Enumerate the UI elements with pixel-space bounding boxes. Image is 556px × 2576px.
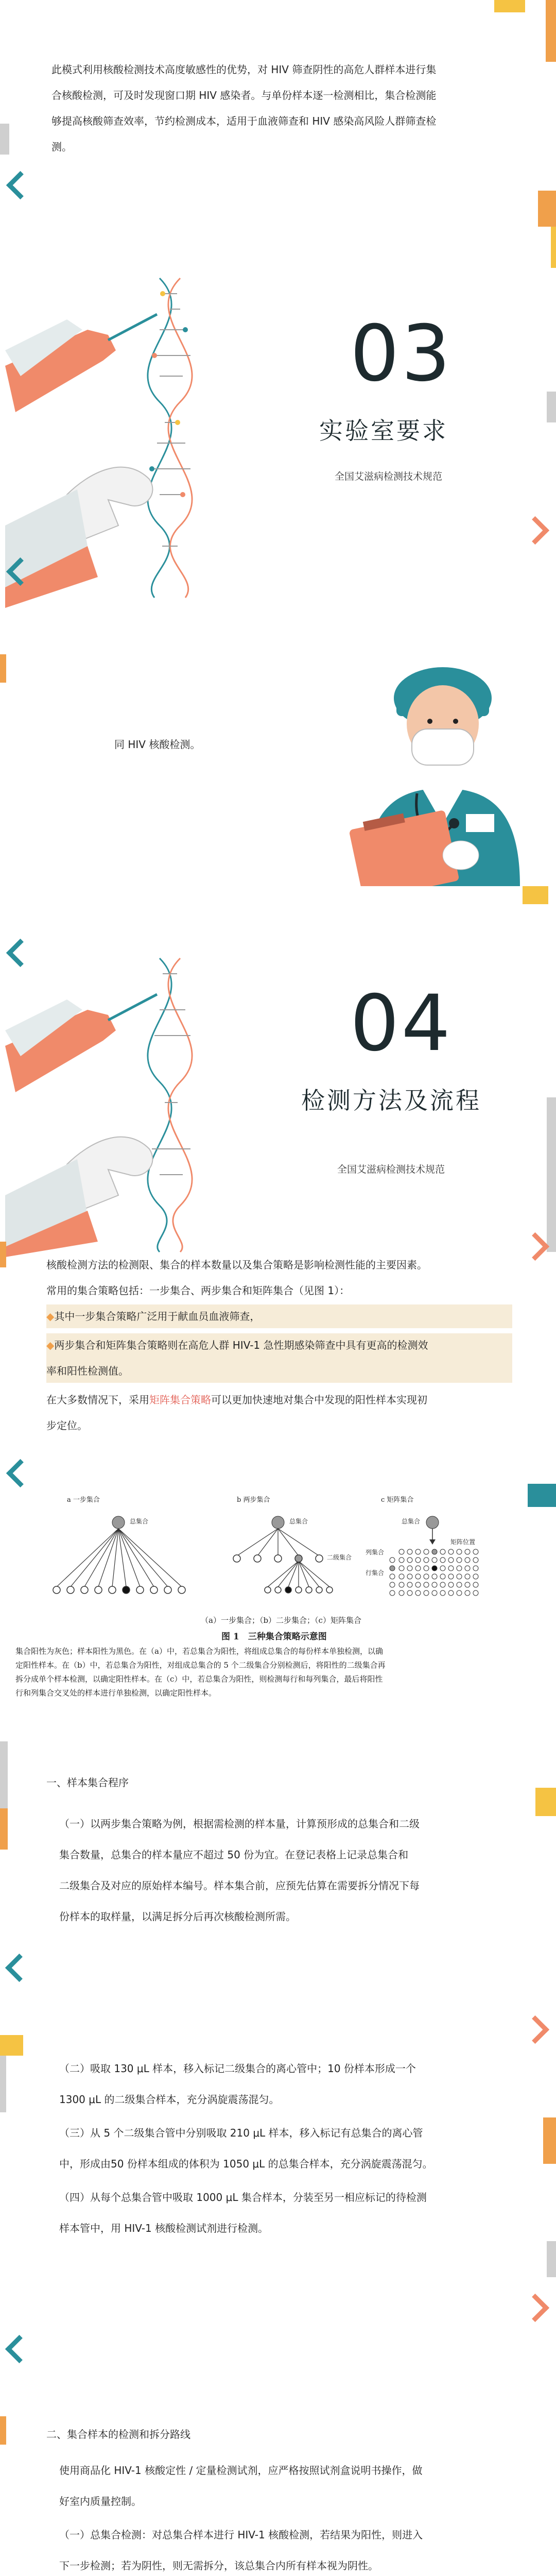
procedure-text: 份样本的取样量，以满足拆分后再次核酸检测所需。: [59, 1910, 296, 1923]
deco-top-yellow: [494, 0, 525, 12]
procedure-text: 中，形成由50 份样本组成的体积为 1050 μL 的总集合样本，充分涡旋震荡混匀。: [59, 2158, 433, 2170]
method-text: 核酸检测方法的检测限、集合的样本数量以及集合策略是影响检测性能的主要因素。: [46, 1259, 427, 1271]
pooling-diagram: [46, 1504, 525, 1607]
fig-note: 定阳性样本。在（b）中，若总集合为阳性，对组成总集合的 5 个二级集合分别检测后，将阳性的二级集合再: [15, 1660, 386, 1670]
deco-left-orange: [0, 2416, 6, 2445]
chevron-icon: [5, 1954, 33, 1982]
section-subtitle: 全国艾滋病检测技术规范: [335, 471, 443, 482]
procedure-text: 二级集合及对应的原始样本编号。样本集合前，应预先估算在需要拆分情况下每: [59, 1879, 420, 1892]
method-text: 步定位。: [46, 1419, 88, 1432]
fig-sub-label: 二级集合: [327, 1554, 352, 1561]
section-heading: 一、样本集合程序: [46, 1776, 129, 1789]
fig-label-a: a 一步集合: [67, 1496, 100, 1504]
fig-pool-label-c: 总集合: [402, 1518, 421, 1525]
deco-yellow-mark: [523, 886, 548, 904]
chevron-icon: [5, 2335, 33, 2363]
deco-right-gray: [547, 2241, 556, 2277]
detection-text: （一）总集合检测：对总集合样本进行 HIV-1 核酸检测，若结果为阳性，则进入: [59, 2529, 423, 2541]
fig-label-c: c 矩阵集合: [381, 1496, 414, 1504]
section-number: 04: [350, 979, 453, 1069]
section-title: 检测方法及流程: [301, 1087, 481, 1114]
section-heading: 二、集合样本的检测和拆分路线: [46, 2428, 190, 2441]
deco-orange-block: [538, 191, 556, 227]
detection-text: 下一步检测；若为阴性，则无需拆分，该总集合内所有样本视为阴性。: [59, 2560, 378, 2572]
deco-left-orange: [0, 1808, 8, 1850]
method-text: 在大多数情况下，采用矩阵集合策略可以更加快速地对集合中发现的阳性样本实现初: [46, 1394, 427, 1406]
deco-right-yellow: [535, 1788, 556, 1816]
dna-illustration: [5, 258, 293, 608]
deco-right-gray: [547, 1097, 556, 1252]
procedure-text: 集合数量，总集合的样本量应不超过 50 份为宜。在登记表格上记录总集合和: [59, 1849, 409, 1861]
fig-pool-label: 总集合: [130, 1518, 149, 1525]
deco-left-orange: [0, 1242, 6, 1267]
pooling-figure: [15, 1494, 525, 1721]
fig-matrix-label: 矩阵位置: [450, 1538, 476, 1546]
doctor-illustration: [335, 639, 551, 886]
fig-caption: 图 1 三种集合策略示意图: [221, 1632, 327, 1642]
chevron-icon: [521, 516, 549, 545]
detection-text: 好室内质量控制。: [59, 2495, 142, 2507]
fig-pool-label: 总集合: [289, 1518, 308, 1525]
section-subtitle: 全国艾滋病检测技术规范: [337, 1164, 445, 1175]
fig-label-b: b 两步集合: [237, 1496, 270, 1504]
procedure-text: （三）从 5 个二级集合管中分别吸取 210 μL 样本，移入标记有总集合的离心管: [59, 2127, 423, 2139]
highlight-text: 率和阳性检测值。: [46, 1365, 129, 1377]
dna-illustration: [5, 938, 293, 1257]
intro-line: 合核酸检测，可及时发现窗口期 HIV 感染者。与单份样本逐一检测相比，集合检测能: [51, 89, 437, 101]
highlight-text: ◆其中一步集合策略广泛用于献血员血液筛查，: [46, 1310, 260, 1323]
procedure-text: （二）吸取 130 μL 样本，移入标记二级集合的离心管中；10 份样本形成一个: [59, 2062, 416, 2075]
chevron-icon: [6, 171, 34, 199]
deco-teal-mark: [528, 1484, 556, 1507]
fig-note: 集合阳性为灰色；样本阳性为黑色。在（a）中，若总集合为阳性，将组成总集合的每份样本单独检测，以确: [15, 1647, 383, 1656]
deco-yellow-mark: [0, 2035, 23, 2056]
procedure-text: （一）以两步集合策略为例，根据需检测的样本量，计算预形成的总集合和二级: [59, 1818, 420, 1830]
fig-caption-sub: （a）一步集合；（b）二步集合；（c）矩阵集合: [201, 1616, 361, 1625]
method-text: 常用的集合策略包括：一步集合、两步集合和矩阵集合（见图 1）：: [46, 1284, 350, 1297]
procedure-text: 样本管中，用 HIV-1 核酸检测试剂进行检测。: [59, 2222, 269, 2234]
lab-text: 同 HIV 核酸检测。: [114, 738, 201, 751]
highlight-text: ◆两步集合和矩阵集合策略则在高危人群 HIV-1 急性期感染筛查中具有更高的检测效: [46, 1339, 428, 1351]
chevron-icon: [521, 2015, 549, 2044]
section-title: 实验室要求: [319, 417, 448, 445]
procedure-text: 1300 μL 的二级集合样本，充分涡旋震荡混匀。: [59, 2093, 280, 2106]
deco-left-gray: [0, 124, 9, 155]
deco-top-orange-strip: [546, 0, 556, 62]
detection-text: 使用商品化 HIV-1 核酸定性 / 定量检测试剂，应严格按照试剂盒说明书操作，做: [59, 2464, 423, 2477]
fig-col-label: 列集合: [366, 1549, 385, 1556]
intro-line: 此模式利用核酸检测技术高度敏感性的优势，对 HIV 筛查阴性的高危人群样本进行集: [51, 63, 437, 76]
deco-orange-mark: [0, 654, 6, 683]
deco-left-gray: [0, 1741, 8, 1808]
deco-right-gray: [547, 392, 556, 422]
fig-row-label: 行集合: [366, 1569, 385, 1577]
intro-line: 测。: [51, 141, 72, 153]
fig-note: 行和列集合交叉处的样本进行单独检测，以确定阳性样本。: [15, 1688, 217, 1698]
chevron-icon: [521, 1232, 549, 1261]
deco-yellow-strip: [551, 227, 556, 268]
intro-line: 够提高核酸筛查效率，节约检测成本，适用于血液筛查和 HIV 感染高风险人群筛查检: [51, 115, 437, 127]
chevron-icon: [521, 2294, 549, 2322]
section-number: 03: [350, 309, 453, 399]
procedure-text: （四）从每个总集合管中吸取 1000 μL 集合样本，分装至另一相应标记的待检测: [59, 2191, 427, 2204]
deco-right-orange: [543, 2117, 556, 2164]
chevron-icon: [6, 1459, 34, 1487]
fig-note: 拆分成单个样本检测，以确定阳性样本。在（c）中，若总集合为阳性，则检测每行和每列集合，最后将阳性: [15, 1674, 383, 1684]
deco-left-gray: [0, 2056, 6, 2112]
